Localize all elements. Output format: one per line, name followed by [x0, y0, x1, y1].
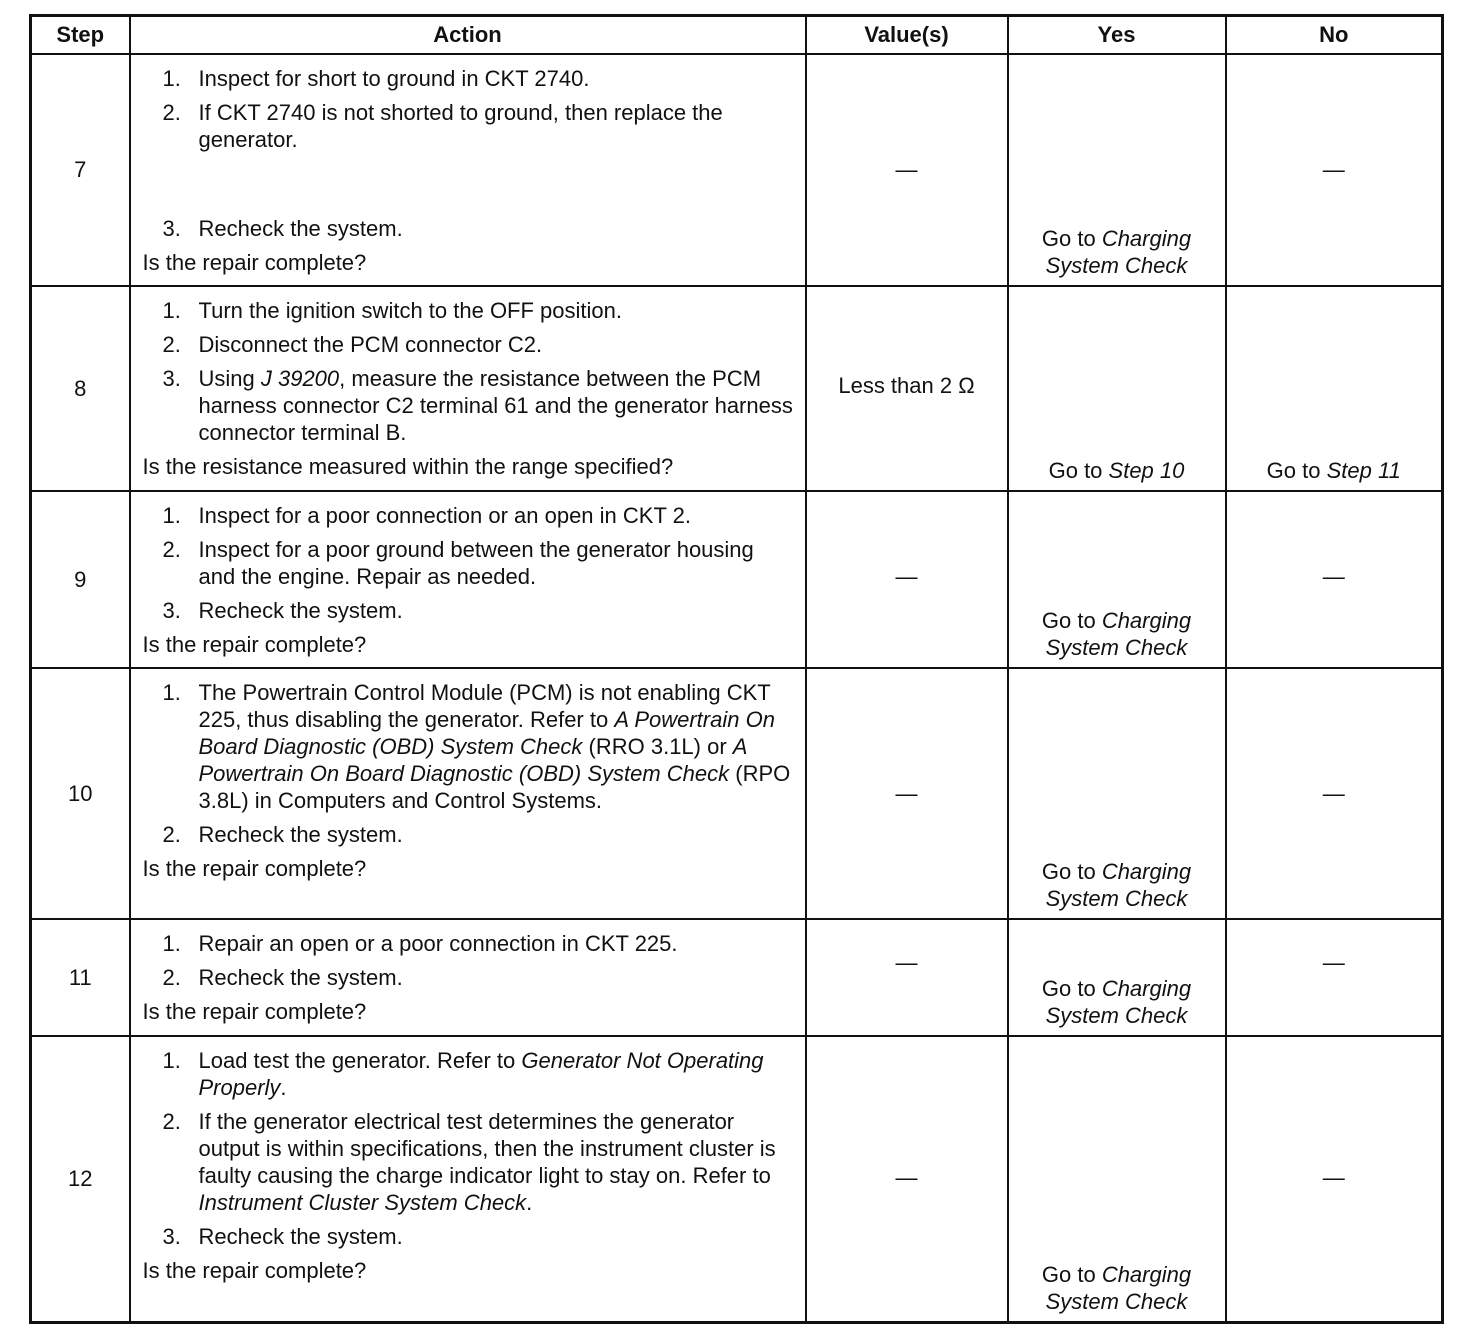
question-text: Is the repair complete?	[142, 632, 367, 657]
reference-text: A Powertrain On Board Diagnostic (OBD) System Check	[198, 707, 775, 759]
value-cell	[806, 1036, 1008, 1323]
no-result: —	[1322, 157, 1345, 182]
yes-link[interactable]: Charging	[1101, 1262, 1192, 1287]
action-step	[143, 964, 795, 991]
step-text: Inspect for a poor connection or an open in CKT 2.	[198, 503, 691, 528]
table-row	[31, 491, 1443, 668]
yes-result[interactable]	[1009, 225, 1225, 279]
action-step	[143, 502, 795, 529]
step-index: 2.	[162, 100, 181, 125]
no-result: —	[1322, 950, 1345, 975]
header-row	[31, 16, 1443, 55]
header-values: Value(s)	[806, 16, 1008, 55]
step-index: 3.	[162, 366, 181, 391]
step-index: 1.	[162, 680, 181, 705]
value-text: —	[895, 781, 918, 806]
step-index: 2.	[162, 822, 181, 847]
step-text: Using	[198, 366, 261, 391]
reference-text: J 39200	[260, 366, 340, 391]
action-steps	[143, 1047, 795, 1250]
step-index: 1.	[162, 298, 181, 323]
step-index: 2.	[162, 537, 181, 562]
action-step	[143, 99, 795, 153]
step-text: Recheck the system.	[198, 965, 403, 990]
no-cell	[1226, 668, 1443, 919]
header-action: Action	[130, 16, 806, 55]
yes-link[interactable]: Charging	[1101, 226, 1192, 251]
value-text: —	[895, 564, 918, 589]
action-step	[143, 536, 795, 590]
action-step	[143, 215, 795, 242]
value-text: —	[895, 1165, 918, 1190]
yes-result[interactable]	[1009, 607, 1225, 661]
action-step	[143, 930, 795, 957]
step-index: 3.	[162, 1224, 181, 1249]
yes-link[interactable]: Charging	[1101, 976, 1192, 1001]
no-cell	[1226, 491, 1443, 668]
table-row	[31, 286, 1443, 491]
diagnostic-table	[29, 14, 1444, 1324]
step-number: 8	[31, 286, 130, 491]
step-text: (RRO 3.1L) or	[582, 734, 733, 759]
yes-link[interactable]: System Check	[1045, 886, 1188, 911]
action-step	[143, 679, 795, 814]
action-step	[143, 365, 795, 446]
step-index: 3.	[162, 598, 181, 623]
reference-text: Generator Not Operating Properly	[198, 1048, 764, 1100]
action-cell	[130, 919, 806, 1036]
step-text: If the generator electrical test determines the generator output is within specifications, then the instrument cluster is faulty causing the charge indicator light to stay on. Refer to	[198, 1109, 776, 1188]
step-text: .	[280, 1075, 287, 1100]
step-text: Inspect for a poor ground between the generator housing and the engine. Repair as needed.	[198, 537, 754, 589]
go-to-label: Go to	[1041, 1262, 1102, 1287]
value-text: —	[895, 157, 918, 182]
step-text: Recheck the system.	[198, 598, 403, 623]
step-index: 1.	[162, 931, 181, 956]
step-text: Repair an open or a poor connection in CKT 225.	[198, 931, 678, 956]
yes-link[interactable]: Charging	[1101, 608, 1192, 633]
yes-link[interactable]: System Check	[1045, 1289, 1188, 1314]
go-to-label: Go to	[1041, 976, 1102, 1001]
value-cell	[806, 919, 1008, 1036]
question-text: Is the repair complete?	[142, 999, 367, 1024]
value-text: —	[895, 950, 918, 975]
step-text: The Powertrain Control Module (PCM) is not enabling CKT 225, thus disabling the generator. Refer to	[198, 680, 771, 732]
no-cell	[1226, 286, 1443, 491]
yes-cell	[1008, 286, 1226, 491]
action-step	[143, 1223, 795, 1250]
no-cell	[1226, 1036, 1443, 1323]
value-cell	[806, 286, 1008, 491]
reference-text: Instrument Cluster System Check	[198, 1190, 527, 1215]
step-index: 1.	[162, 66, 181, 91]
action-cell	[130, 54, 806, 286]
yes-cell	[1008, 54, 1226, 286]
no-result[interactable]	[1227, 457, 1442, 484]
step-text: Load test the generator. Refer to	[198, 1048, 522, 1073]
action-cell	[130, 286, 806, 491]
action-step	[143, 597, 795, 624]
question-text: Is the repair complete?	[142, 1258, 367, 1283]
yes-cell	[1008, 668, 1226, 919]
table-row	[31, 54, 1443, 286]
question-text: Is the repair complete?	[142, 856, 367, 881]
no-result: —	[1322, 564, 1345, 589]
yes-result[interactable]	[1009, 1261, 1225, 1315]
step-text: Recheck the system.	[198, 822, 403, 847]
step-text: Inspect for short to ground in CKT 2740.	[198, 66, 590, 91]
header-yes: Yes	[1008, 16, 1226, 55]
no-result: —	[1322, 1165, 1345, 1190]
yes-cell	[1008, 491, 1226, 668]
reference-text: A Powertrain On Board Diagnostic (OBD) System Check	[198, 734, 747, 786]
go-to-label: Go to	[1266, 458, 1327, 483]
yes-link[interactable]: System Check	[1045, 1003, 1188, 1028]
step-text: (RPO 3.8L) in Computers and Control Systems.	[198, 761, 791, 813]
step-index: 2.	[162, 332, 181, 357]
step-text: Disconnect the PCM connector C2.	[198, 332, 543, 357]
action-cell	[130, 491, 806, 668]
value-text: Less than 2 Ω	[838, 373, 975, 398]
no-cell	[1226, 54, 1443, 286]
action-cell	[130, 1036, 806, 1323]
action-step	[143, 821, 795, 848]
yes-result[interactable]	[1009, 858, 1225, 912]
step-number: 11	[31, 919, 130, 1036]
step-text: If CKT 2740 is not shorted to ground, then replace the generator.	[198, 100, 723, 152]
value-cell	[806, 668, 1008, 919]
yes-link[interactable]: System Check	[1045, 253, 1188, 278]
table-row	[31, 919, 1443, 1036]
value-cell	[806, 491, 1008, 668]
value-cell	[806, 54, 1008, 286]
step-text: Recheck the system.	[198, 216, 403, 241]
yes-link[interactable]: System Check	[1045, 635, 1188, 660]
yes-link[interactable]: Charging	[1101, 859, 1192, 884]
go-to-label: Go to	[1041, 226, 1102, 251]
step-index: 2.	[162, 1109, 181, 1134]
action-steps	[143, 502, 795, 624]
action-step	[143, 1047, 795, 1101]
action-step	[143, 331, 795, 358]
yes-result[interactable]	[1009, 457, 1225, 484]
no-cell	[1226, 919, 1443, 1036]
step-number: 12	[31, 1036, 130, 1323]
no-result: —	[1322, 781, 1345, 806]
action-steps	[143, 679, 795, 848]
yes-link: Step 10	[1108, 458, 1185, 483]
action-step	[143, 1108, 795, 1216]
question-text: Is the resistance measured within the range specified?	[142, 454, 674, 479]
no-link: Step 11	[1326, 458, 1401, 483]
action-cell	[130, 668, 806, 919]
header-no: No	[1226, 16, 1443, 55]
step-index: 1.	[162, 1048, 181, 1073]
go-to-label: Go to	[1048, 458, 1109, 483]
header-step: Step	[31, 16, 130, 55]
step-number: 7	[31, 54, 130, 286]
step-index: 1.	[162, 503, 181, 528]
question-text: Is the repair complete?	[142, 250, 367, 275]
action-steps	[143, 930, 795, 991]
go-to-label: Go to	[1041, 608, 1102, 633]
step-text: , measure the resistance between the PCM harness connector C2 terminal 61 and the generator harness connector terminal B.	[198, 366, 793, 445]
yes-cell	[1008, 919, 1226, 1036]
step-index: 3.	[162, 216, 181, 241]
step-number: 10	[31, 668, 130, 919]
action-step	[143, 297, 795, 324]
step-text: Recheck the system.	[198, 1224, 403, 1249]
action-steps	[143, 297, 795, 446]
go-to-label: Go to	[1041, 859, 1102, 884]
step-index: 2.	[162, 965, 181, 990]
step-text: .	[526, 1190, 533, 1215]
action-steps	[143, 65, 795, 242]
yes-cell	[1008, 1036, 1226, 1323]
step-text: Turn the ignition switch to the OFF position.	[198, 298, 622, 323]
action-step	[143, 65, 795, 92]
table-row	[31, 668, 1443, 919]
step-number: 9	[31, 491, 130, 668]
table-row	[31, 1036, 1443, 1323]
yes-result[interactable]	[1009, 975, 1225, 1029]
